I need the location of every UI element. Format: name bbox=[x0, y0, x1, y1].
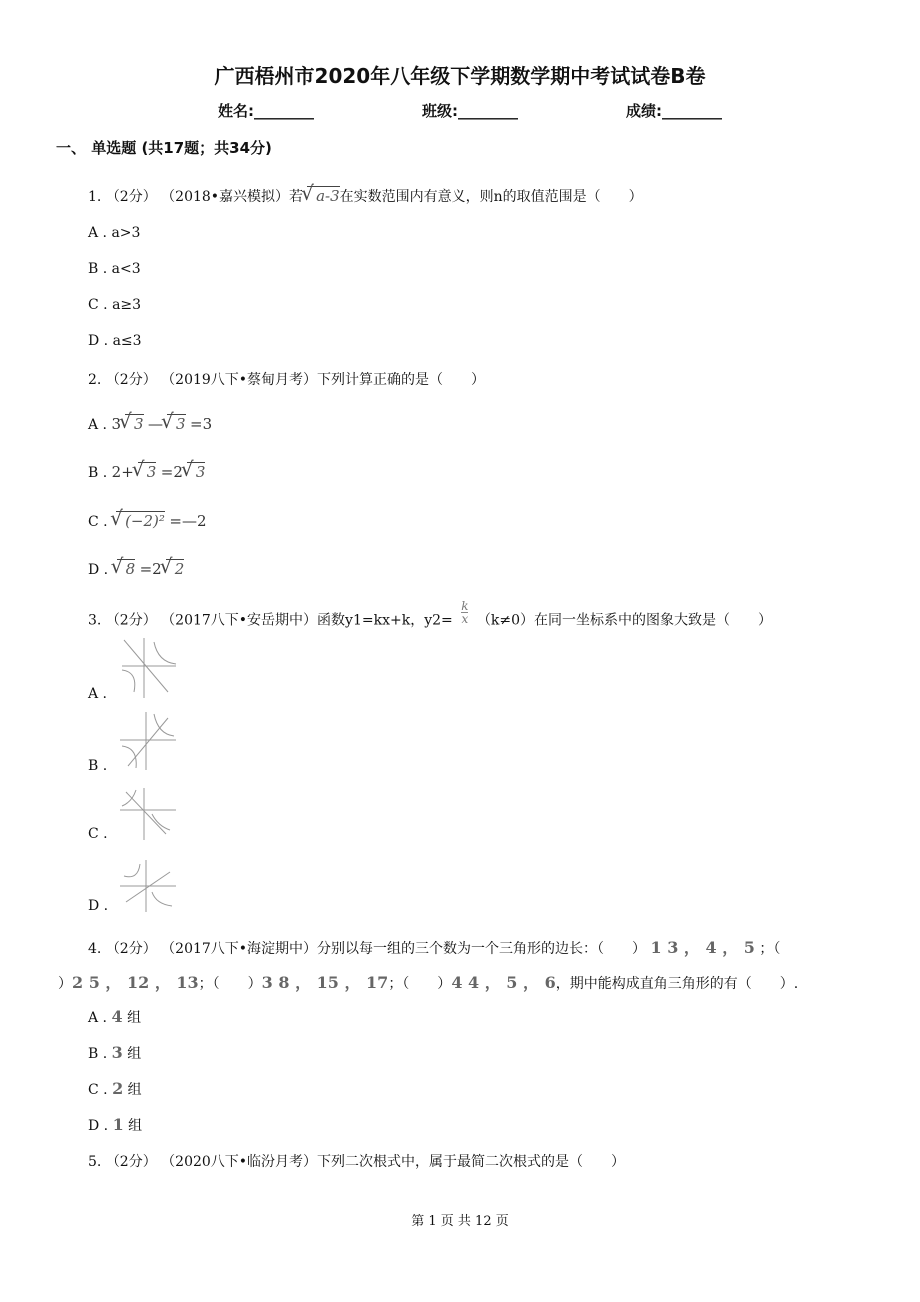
separator: ；（ ） bbox=[198, 976, 262, 992]
radical: √ 8 bbox=[117, 559, 136, 578]
radical: √ 3 bbox=[125, 414, 144, 433]
q1-option-d[interactable]: D . a≤3 bbox=[88, 333, 142, 349]
page-title: 广西梧州市2020年八年级下学期数学期中考试试卷B卷 bbox=[214, 64, 706, 88]
result: =3 bbox=[190, 415, 213, 433]
q1-option-b[interactable]: B . a<3 bbox=[88, 261, 141, 277]
option-unit: 组 bbox=[127, 1082, 142, 1098]
number-group-2: 2 5 ， 12 ， 13 bbox=[72, 973, 199, 992]
option-unit: 组 bbox=[128, 1118, 143, 1134]
section-heading: 一、 单选题 (共17题；共34分) bbox=[56, 139, 272, 157]
term: 2+ bbox=[111, 463, 134, 481]
q4-option-b[interactable] bbox=[88, 1043, 141, 1063]
q2-option-d[interactable] bbox=[88, 559, 184, 578]
option-label: B . bbox=[88, 1046, 108, 1062]
question-number: 5. bbox=[88, 1154, 102, 1170]
question-number: 2. bbox=[88, 372, 102, 388]
result: =2 bbox=[139, 560, 162, 578]
q2-option-b[interactable] bbox=[88, 462, 205, 481]
question-5 bbox=[88, 1151, 625, 1171]
question-text: （2分） （2018•嘉兴模拟）若 bbox=[105, 189, 304, 205]
number-group-4: 4 4 ， 5 ， 6 bbox=[451, 973, 556, 992]
question-text: （2分） （2017八下•安岳期中）函数y1=kx+k，y2= bbox=[105, 612, 453, 629]
radical: √ 3 bbox=[187, 462, 206, 481]
option-label: D . bbox=[88, 562, 109, 578]
question-text: 在实数范围内有意义，则n的取值范围是（ ） bbox=[339, 189, 643, 205]
q4-option-a[interactable] bbox=[88, 1007, 141, 1027]
option-value: 4 bbox=[111, 1007, 123, 1026]
q4-option-d[interactable] bbox=[88, 1115, 142, 1135]
option-unit: 组 bbox=[127, 1046, 142, 1062]
question-text: ，期中能构成直角三角形的有（ ）. bbox=[555, 976, 799, 992]
q3-option-c[interactable]: C . bbox=[88, 826, 108, 842]
q1-option-a[interactable]: A . a>3 bbox=[88, 225, 141, 241]
radical-expression: √ a-3 bbox=[307, 186, 340, 205]
question-text: （k≠0）在同一坐标系中的图象大致是（ ） bbox=[476, 612, 773, 629]
number-group-3: 3 8 ， 15 ， 17 bbox=[261, 973, 389, 992]
q3-graph-c[interactable] bbox=[118, 786, 180, 842]
option-value: 1 bbox=[112, 1115, 124, 1134]
radical: √ 3 bbox=[167, 414, 186, 433]
q3-graph-b[interactable] bbox=[118, 710, 180, 772]
separator: ；（ ） bbox=[388, 976, 452, 992]
fraction-k-over-x bbox=[461, 600, 468, 625]
option-label: A . bbox=[88, 1010, 108, 1026]
option-label: D . bbox=[88, 1118, 109, 1134]
q3-option-a[interactable]: A . bbox=[88, 686, 108, 702]
name-field-label: 姓名:________ bbox=[218, 102, 314, 120]
q3-option-d[interactable]: D . bbox=[88, 898, 109, 914]
option-value: 3 bbox=[111, 1043, 123, 1062]
question-text: （2分） （2017八下•海淀期中）分别以每一组的三个数为一个三角形的边长：（ ） bbox=[105, 941, 647, 957]
q1-option-c[interactable]: C . a≥3 bbox=[88, 297, 142, 313]
page-footer: 第 1 页 共 12 页 bbox=[411, 1214, 509, 1229]
fraction-numerator: k bbox=[461, 599, 469, 613]
q3-option-b[interactable]: B . bbox=[88, 758, 108, 774]
q4-option-c[interactable] bbox=[88, 1079, 142, 1099]
option-unit: 组 bbox=[127, 1010, 142, 1026]
class-field-label: 班级:________ bbox=[422, 102, 518, 120]
question-4 bbox=[88, 935, 780, 958]
q3-graph-a[interactable] bbox=[118, 636, 180, 700]
option-value: 2 bbox=[112, 1079, 124, 1098]
fraction-denominator: x bbox=[461, 612, 469, 626]
option-label: C . bbox=[88, 1082, 108, 1098]
result: =2 bbox=[160, 463, 183, 481]
q3-graph-d[interactable] bbox=[118, 858, 180, 914]
operator: — bbox=[148, 415, 164, 433]
question-2 bbox=[88, 369, 485, 389]
question-text: （2分） （2020八下•临汾月考）下列二次根式中，属于最简二次根式的是（ ） bbox=[105, 1154, 626, 1170]
q2-option-a[interactable] bbox=[88, 414, 212, 433]
question-number: 3. bbox=[88, 612, 102, 629]
option-label: B . bbox=[88, 465, 108, 481]
number-group-1: 1 3 ， 4 ， 5 bbox=[650, 938, 755, 957]
radical: √ (−2)² bbox=[116, 511, 165, 530]
score-field-label: 成绩:________ bbox=[626, 102, 722, 120]
coefficient: 3 bbox=[111, 415, 122, 433]
radical: √ 2 bbox=[166, 559, 185, 578]
question-number: 1. bbox=[88, 189, 102, 205]
radical: √ 3 bbox=[138, 462, 157, 481]
question-1 bbox=[88, 186, 643, 206]
result: =—2 bbox=[169, 512, 207, 530]
question-text: （2分） （2019八下•蔡甸月考）下列计算正确的是（ ） bbox=[105, 372, 486, 388]
question-3 bbox=[88, 599, 773, 633]
separator: ；（ bbox=[759, 941, 781, 957]
question-number: 4. bbox=[88, 941, 102, 957]
question-4-continued bbox=[58, 970, 798, 993]
option-label: A . bbox=[88, 417, 108, 433]
option-label: C . bbox=[88, 514, 108, 530]
separator: ） bbox=[58, 976, 72, 992]
q2-option-c[interactable] bbox=[88, 511, 207, 530]
